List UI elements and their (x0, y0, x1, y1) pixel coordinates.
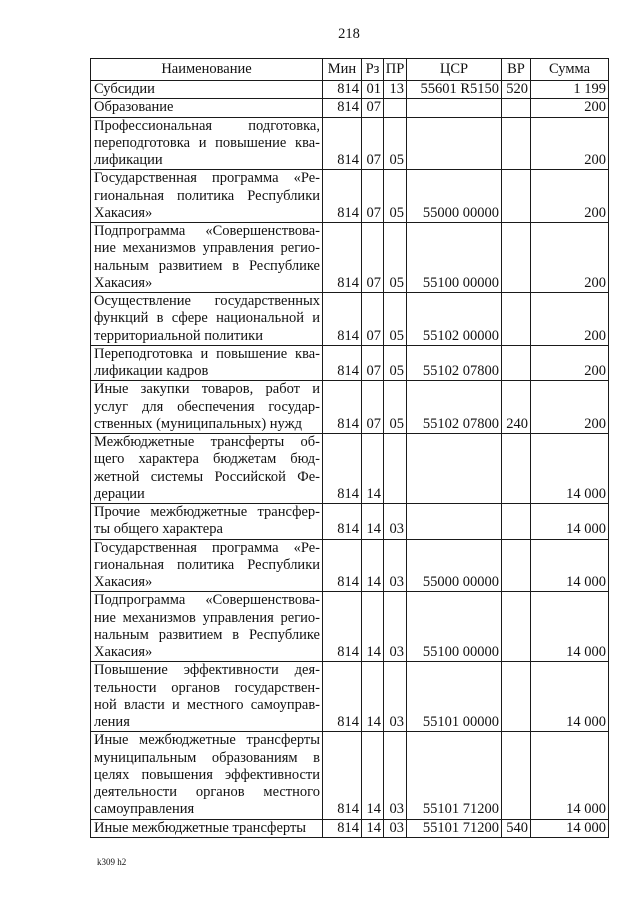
csr-cell (407, 434, 502, 504)
rz-cell: 07 (362, 345, 384, 381)
rz-cell: 01 (362, 81, 384, 99)
table-row (91, 504, 609, 540)
pr-cell: 03 (384, 732, 407, 819)
vr-cell (502, 592, 531, 662)
min-cell: 814 (323, 345, 362, 381)
pr-cell: 05 (384, 381, 407, 434)
csr-cell: 55102 07800 (407, 381, 502, 434)
pr-cell: 05 (384, 117, 407, 170)
min-cell: 814 (323, 117, 362, 170)
vr-cell (502, 99, 531, 117)
rz-cell: 07 (362, 381, 384, 434)
sum-cell: 14 000 (531, 662, 609, 732)
csr-cell (407, 99, 502, 117)
sum-cell: 14 000 (531, 732, 609, 819)
rz-cell: 14 (362, 504, 384, 540)
name-line: территориальной политики (94, 327, 263, 344)
sum-cell: 200 (531, 345, 609, 381)
name-line: ние механизмов управления регио- (94, 609, 320, 626)
pr-cell: 13 (384, 81, 407, 99)
name-line: лификации (94, 152, 163, 168)
name-cell (91, 592, 323, 662)
rz-cell: 14 (362, 732, 384, 819)
name-line: гиональная политика Республики (94, 187, 320, 204)
table-row (91, 293, 609, 346)
vr-cell (502, 539, 531, 592)
page-number: 218 (338, 26, 360, 42)
footer-code: k309 h2 (97, 857, 127, 867)
name-cell (91, 293, 323, 346)
name-line: услуг для обеспечения государ- (94, 398, 320, 415)
table-row (91, 662, 609, 732)
name-line: Иные закупки товаров, работ и (94, 381, 320, 398)
vr-cell (502, 434, 531, 504)
sum-cell: 14 000 (531, 592, 609, 662)
sum-cell: 200 (531, 99, 609, 117)
min-cell: 814 (323, 539, 362, 592)
name-line: Переподготовка и повышение ква- (94, 345, 320, 362)
name-line: лификации кадров (94, 363, 209, 379)
rz-cell: 14 (362, 662, 384, 732)
budget-table (90, 58, 609, 838)
vr-cell: 240 (502, 381, 531, 434)
csr-cell: 55000 00000 (407, 539, 502, 592)
table-row (91, 434, 609, 504)
rz-cell: 14 (362, 434, 384, 504)
pr-cell (384, 434, 407, 504)
name-line: Государственная программа «Ре- (94, 539, 320, 556)
name-line: Иные межбюджетные трансферты (94, 732, 320, 749)
name-line: ной власти и местного самоуправ- (94, 696, 320, 713)
table-row (91, 732, 609, 819)
pr-cell: 03 (384, 504, 407, 540)
csr-cell: 55100 00000 (407, 592, 502, 662)
name-line: ления (94, 714, 130, 730)
vr-cell (502, 662, 531, 732)
rz-cell: 07 (362, 223, 384, 293)
header-row (91, 59, 609, 81)
name-line: ственных (муниципальных) нужд (94, 415, 302, 432)
pr-cell: 03 (384, 592, 407, 662)
header-name: Наименование (91, 59, 323, 81)
rz-cell: 07 (362, 99, 384, 117)
header-sum: Сумма (531, 59, 609, 81)
pr-cell (384, 99, 407, 117)
csr-cell: 55100 00000 (407, 223, 502, 293)
name-cell (91, 662, 323, 732)
vr-cell (502, 170, 531, 223)
name-cell (91, 434, 323, 504)
pr-cell: 05 (384, 293, 407, 346)
csr-cell (407, 117, 502, 170)
name-line: ты общего характера (94, 521, 223, 538)
min-cell: 814 (323, 732, 362, 819)
name-line: Межбюджетные трансферты об- (94, 434, 320, 450)
table-row (91, 117, 609, 170)
sum-cell: 1 199 (531, 81, 609, 99)
name-line: самоуправления (94, 801, 195, 818)
header-min: Мин (323, 59, 362, 81)
name-line: Хакасия» (94, 574, 153, 590)
vr-cell: 540 (502, 819, 531, 837)
csr-cell: 55101 71200 (407, 732, 502, 819)
table-row (91, 539, 609, 592)
pr-cell: 03 (384, 662, 407, 732)
sum-cell: 200 (531, 170, 609, 223)
name-cell (91, 539, 323, 592)
name-line: Подпрограмма «Совершенствова- (94, 592, 320, 609)
header-pr: ПР (384, 59, 407, 81)
table-row (91, 99, 609, 117)
name-cell (91, 170, 323, 223)
name-line: переподготовка и повышение ква- (94, 134, 320, 151)
name-cell (91, 117, 323, 170)
name-cell (91, 819, 323, 837)
name-line: ние механизмов управления регио- (94, 240, 320, 257)
name-line: жетной системы Российской Фе- (94, 468, 320, 485)
vr-cell (502, 345, 531, 381)
name-line: нальным развитием в Республике (94, 626, 320, 643)
min-cell: 814 (323, 592, 362, 662)
name-line: Прочие межбюджетные трансфер- (94, 504, 320, 520)
name-cell (91, 504, 323, 540)
pr-cell: 03 (384, 819, 407, 837)
name-line: Хакасия» (94, 274, 153, 291)
min-cell: 814 (323, 662, 362, 732)
rz-cell: 14 (362, 592, 384, 662)
rz-cell: 07 (362, 117, 384, 170)
name-line: деятельности органов местного (94, 784, 320, 800)
min-cell: 814 (323, 504, 362, 540)
vr-cell (502, 732, 531, 819)
name-line: Профессиональная подготовка, (94, 117, 320, 134)
name-line: целях повышения эффективности (94, 766, 320, 783)
name-line: гиональная политика Республики (94, 556, 320, 573)
table-row (91, 170, 609, 223)
csr-cell: 55101 71200 (407, 819, 502, 837)
min-cell: 814 (323, 81, 362, 99)
rz-cell: 14 (362, 819, 384, 837)
min-cell: 814 (323, 99, 362, 117)
name-line: Повышение эффективности дея- (94, 662, 320, 679)
rz-cell: 14 (362, 539, 384, 592)
min-cell: 814 (323, 434, 362, 504)
vr-cell (502, 117, 531, 170)
min-cell: 814 (323, 170, 362, 223)
header-csr: ЦСР (407, 59, 502, 81)
table-row (91, 592, 609, 662)
sum-cell: 200 (531, 117, 609, 170)
sum-cell: 14 000 (531, 539, 609, 592)
name-line: Государственная программа «Ре- (94, 170, 320, 187)
name-line: щего характера бюджетам бюд- (94, 451, 320, 468)
header-rz: Рз (362, 59, 384, 81)
table-row (91, 381, 609, 434)
min-cell: 814 (323, 819, 362, 837)
name-line: функций в сфере национальной и (94, 310, 320, 327)
table-row (91, 223, 609, 293)
name-cell (91, 381, 323, 434)
pr-cell: 05 (384, 223, 407, 293)
pr-cell: 03 (384, 539, 407, 592)
sum-cell: 200 (531, 381, 609, 434)
csr-cell: 55101 00000 (407, 662, 502, 732)
min-cell: 814 (323, 381, 362, 434)
name-line: Осуществление государственных (94, 293, 320, 309)
table-row (91, 81, 609, 99)
name-line: муниципальным образованиям в (94, 749, 320, 766)
name-line: нальным развитием в Республике (94, 257, 320, 274)
name-cell (91, 99, 323, 117)
csr-cell: 55102 07800 (407, 345, 502, 381)
table-row (91, 345, 609, 381)
csr-cell: 55601 R5150 (407, 81, 502, 99)
sum-cell: 14 000 (531, 819, 609, 837)
name-cell (91, 732, 323, 819)
vr-cell (502, 504, 531, 540)
rz-cell: 07 (362, 170, 384, 223)
vr-cell (502, 223, 531, 293)
table-row (91, 819, 609, 837)
pr-cell: 05 (384, 345, 407, 381)
sum-cell: 200 (531, 293, 609, 346)
name-cell (91, 345, 323, 381)
table-header (91, 59, 609, 81)
csr-cell: 55102 00000 (407, 293, 502, 346)
name-line: Хакасия» (94, 204, 153, 221)
table-body (91, 81, 609, 838)
vr-cell: 520 (502, 81, 531, 99)
name-cell (91, 81, 323, 99)
name-line: тельности органов государствен- (94, 679, 320, 696)
sum-cell: 14 000 (531, 434, 609, 504)
name-cell (91, 223, 323, 293)
sum-cell: 200 (531, 223, 609, 293)
vr-cell (502, 293, 531, 346)
header-vr: ВР (502, 59, 531, 81)
csr-cell: 55000 00000 (407, 170, 502, 223)
csr-cell (407, 504, 502, 540)
min-cell: 814 (323, 223, 362, 293)
min-cell: 814 (323, 293, 362, 346)
name-line: Иные межбюджетные трансферты (94, 819, 307, 836)
name-line: Хакасия» (94, 644, 153, 660)
rz-cell: 07 (362, 293, 384, 346)
name-line: Подпрограмма «Совершенствова- (94, 223, 320, 239)
name-line: Субсидии (94, 81, 155, 97)
sum-cell: 14 000 (531, 504, 609, 540)
name-line: Образование (94, 99, 174, 116)
name-line: дерации (94, 485, 145, 502)
pr-cell: 05 (384, 170, 407, 223)
